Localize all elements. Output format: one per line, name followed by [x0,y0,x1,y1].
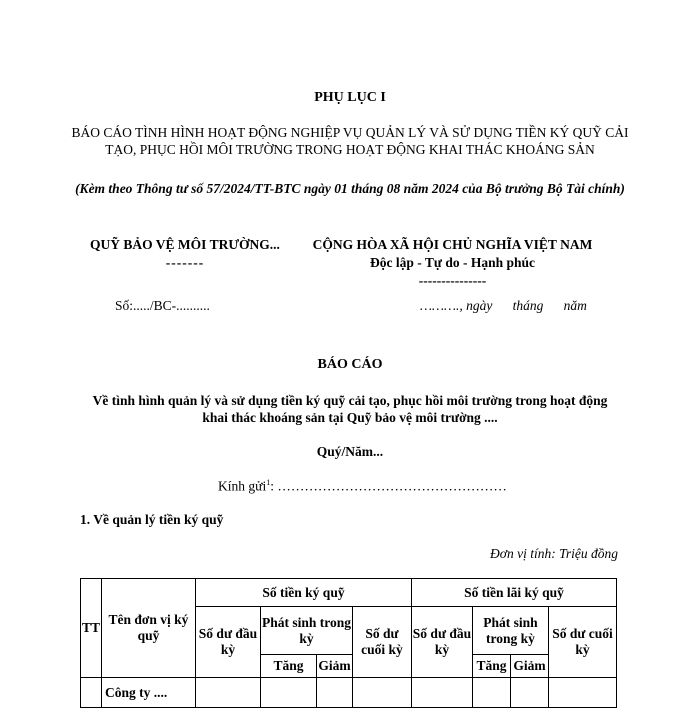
report-subtitle: Về tình hình quản lý và sử dụng tiền ký quỹ cải tạo, phục hồi môi trường trong hoạt động khai thác khoáng sản tại Quỹ bảo vệ môi trường .... [92,393,608,425]
row-cell [412,678,473,708]
national-header [280,236,625,290]
header-deposit-increase: Tăng [261,655,317,678]
header-deposit-decrease: Giảm [317,655,353,678]
header-tt: TT [81,579,102,678]
recipient-value: : …………………………………………… [270,478,507,494]
header-interest-closing: Số dư cuối kỳ [549,607,617,678]
document-date: ………., ngày tháng năm [420,298,587,313]
table-row [81,678,617,708]
recipient-label: Kính gửi [218,478,267,494]
header-interest-opening: Số dư đầu kỳ [412,607,473,678]
header-deposit-arising: Phát sinh trong kỳ [261,607,353,655]
header-deposit-closing: Số dư cuối kỳ [353,607,412,678]
row-cell [353,678,412,708]
row-cell [473,678,511,708]
nation-motto: Độc lập - Tự do - Hạnh phúc [369,255,536,270]
unit-note: Đơn vị tính: Triệu đồng [490,546,618,561]
header-unit-name: Tên đơn vị ký quỹ [102,579,196,678]
header-interest-decrease: Giảm [511,655,549,678]
header-interest-increase: Tăng [473,655,511,678]
header-interest-arising: Phát sinh trong kỳ [473,607,549,655]
issuer-name: QUỸ BẢO VỆ MÔI TRƯỜNG... [90,237,280,252]
document-number: Số:...../BC-.......... [115,298,210,313]
nation-divider: --------------- [418,273,487,288]
row-cell [196,678,261,708]
row-unit-name: Công ty .... [102,678,196,708]
nation-name: CỘNG HÒA XÃ HỘI CHỦ NGHĨA VIỆT NAM [312,237,593,252]
report-heading: BÁO CÁO TÌNH HÌNH HOẠT ĐỘNG NGHIỆP VỤ QUẢN LÝ VÀ SỬ DỤNG TIỀN KÝ QUỸ CẢI TẠO, PHỤC HỒI MÔI TRƯỜNG TRONG HOẠT ĐỘNG KHAI THÁC KHOÁNG SẢN [71,125,629,157]
recipient-line [218,478,507,495]
header-interest-group: Số tiền lãi ký quỹ [412,579,617,607]
row-cell [317,678,353,708]
deposit-table [80,578,617,708]
header-deposit-group: Số tiền ký quỹ [196,579,412,607]
attachment-note: (Kèm theo Thông tư số 57/2024/TT-BTC ngày 01 tháng 08 năm 2024 của Bộ trưởng Bộ Tài chính) [75,181,625,196]
row-cell [261,678,317,708]
header-deposit-opening: Số dư đầu kỳ [196,607,261,678]
report-title: BÁO CÁO [317,357,383,372]
row-tt-cell [81,678,102,708]
appendix-title: PHỤ LỤC I [314,90,386,105]
row-cell [549,678,617,708]
report-period: Quý/Năm... [316,444,384,459]
row-cell [511,678,549,708]
issuer-block [90,236,280,272]
footnote-marker: 1 [266,478,271,487]
section-heading: 1. Về quản lý tiền ký quỹ [80,512,224,527]
issuer-divider: ------- [165,255,205,270]
